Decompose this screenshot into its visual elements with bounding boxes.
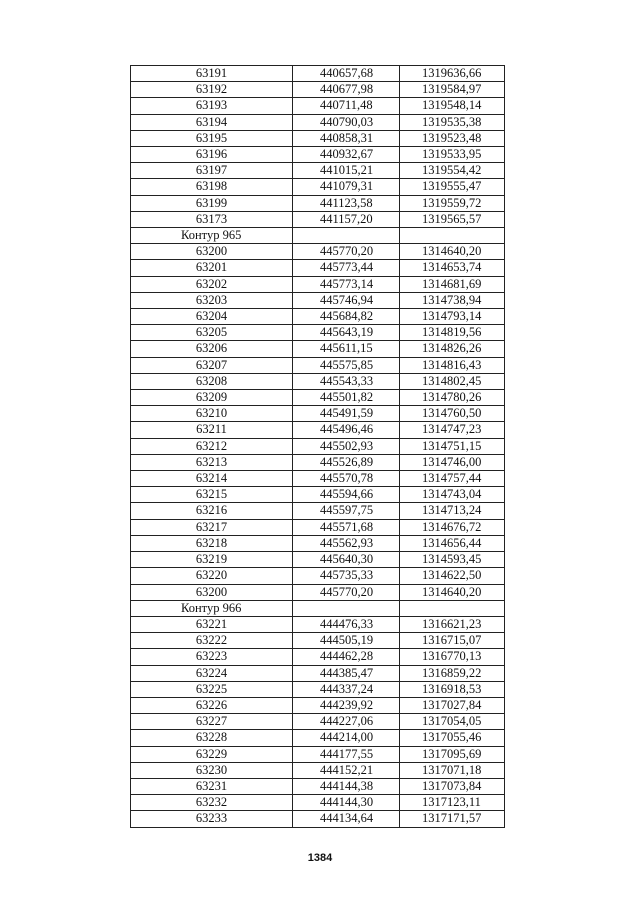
point-number-cell: 63232 <box>131 795 293 811</box>
y-coordinate-cell: 1317054,05 <box>400 714 505 730</box>
y-coordinate-cell: 1314738,94 <box>400 292 505 308</box>
x-coordinate-cell: 444239,92 <box>293 697 400 713</box>
point-number-cell: 63194 <box>131 114 293 130</box>
table-row <box>131 341 505 357</box>
x-coordinate-cell: 445502,93 <box>293 438 400 454</box>
point-number-cell: 63233 <box>131 811 293 827</box>
x-coordinate-cell: 445526,89 <box>293 454 400 470</box>
x-coordinate-cell: 445770,20 <box>293 584 400 600</box>
point-number-cell: 63206 <box>131 341 293 357</box>
table-row <box>131 584 505 600</box>
table-row <box>131 665 505 681</box>
y-coordinate-cell: 1317071,18 <box>400 762 505 778</box>
x-coordinate-cell: 440858,31 <box>293 130 400 146</box>
table-row <box>131 730 505 746</box>
x-coordinate-cell: 444337,24 <box>293 681 400 697</box>
table-row <box>131 82 505 98</box>
point-number-cell: 63226 <box>131 697 293 713</box>
point-number-cell: 63224 <box>131 665 293 681</box>
x-coordinate-cell: 444177,55 <box>293 746 400 762</box>
x-coordinate-cell: 440932,67 <box>293 147 400 163</box>
table-row <box>131 114 505 130</box>
y-coordinate-cell: 1317123,11 <box>400 795 505 811</box>
y-coordinate-cell: 1314780,26 <box>400 390 505 406</box>
table-row <box>131 260 505 276</box>
x-coordinate-cell: 445501,82 <box>293 390 400 406</box>
x-coordinate-cell: 444462,28 <box>293 649 400 665</box>
x-coordinate-cell: 444214,00 <box>293 730 400 746</box>
x-coordinate-cell: 441079,31 <box>293 179 400 195</box>
x-coordinate-cell: 445640,30 <box>293 552 400 568</box>
x-coordinate-cell: 441157,20 <box>293 211 400 227</box>
x-coordinate-cell: 445746,94 <box>293 292 400 308</box>
point-number-cell: 63212 <box>131 438 293 454</box>
y-coordinate-cell: 1317095,69 <box>400 746 505 762</box>
empty-cell <box>400 600 505 616</box>
point-number-cell: 63220 <box>131 568 293 584</box>
x-coordinate-cell: 445773,44 <box>293 260 400 276</box>
y-coordinate-cell: 1314743,04 <box>400 487 505 503</box>
y-coordinate-cell: 1314819,56 <box>400 325 505 341</box>
y-coordinate-cell: 1319584,97 <box>400 82 505 98</box>
contour-header-row <box>131 228 505 244</box>
y-coordinate-cell: 1319559,72 <box>400 195 505 211</box>
table-row <box>131 811 505 827</box>
table-row <box>131 66 505 82</box>
point-number-cell: 63213 <box>131 454 293 470</box>
x-coordinate-cell: 445643,19 <box>293 325 400 341</box>
table-row <box>131 163 505 179</box>
y-coordinate-cell: 1319554,42 <box>400 163 505 179</box>
point-number-cell: 63216 <box>131 503 293 519</box>
point-number-cell: 63202 <box>131 276 293 292</box>
x-coordinate-cell: 445575,85 <box>293 357 400 373</box>
y-coordinate-cell: 1317055,46 <box>400 730 505 746</box>
table-row <box>131 697 505 713</box>
y-coordinate-cell: 1319636,66 <box>400 66 505 82</box>
point-number-cell: 63229 <box>131 746 293 762</box>
table-row <box>131 471 505 487</box>
point-number-cell: 63214 <box>131 471 293 487</box>
y-coordinate-cell: 1319535,38 <box>400 114 505 130</box>
x-coordinate-cell: 445594,66 <box>293 487 400 503</box>
y-coordinate-cell: 1314802,45 <box>400 373 505 389</box>
coordinates-table <box>130 65 505 828</box>
y-coordinate-cell: 1314751,15 <box>400 438 505 454</box>
point-number-cell: 63209 <box>131 390 293 406</box>
y-coordinate-cell: 1314760,50 <box>400 406 505 422</box>
point-number-cell: 63204 <box>131 309 293 325</box>
x-coordinate-cell: 445562,93 <box>293 535 400 551</box>
x-coordinate-cell: 440657,68 <box>293 66 400 82</box>
table-row <box>131 503 505 519</box>
y-coordinate-cell: 1314653,74 <box>400 260 505 276</box>
x-coordinate-cell: 445570,78 <box>293 471 400 487</box>
x-coordinate-cell: 440790,03 <box>293 114 400 130</box>
table-row <box>131 179 505 195</box>
table-row <box>131 454 505 470</box>
empty-cell <box>400 228 505 244</box>
y-coordinate-cell: 1314757,44 <box>400 471 505 487</box>
table-row <box>131 244 505 260</box>
table-row <box>131 147 505 163</box>
empty-cell <box>293 228 400 244</box>
x-coordinate-cell: 445735,33 <box>293 568 400 584</box>
point-number-cell: 63192 <box>131 82 293 98</box>
table-row <box>131 795 505 811</box>
point-number-cell: 63205 <box>131 325 293 341</box>
y-coordinate-cell: 1314826,26 <box>400 341 505 357</box>
y-coordinate-cell: 1314640,20 <box>400 244 505 260</box>
table-row <box>131 130 505 146</box>
point-number-cell: 63203 <box>131 292 293 308</box>
point-number-cell: 63223 <box>131 649 293 665</box>
y-coordinate-cell: 1316715,07 <box>400 633 505 649</box>
y-coordinate-cell: 1314681,69 <box>400 276 505 292</box>
x-coordinate-cell: 440677,98 <box>293 82 400 98</box>
x-coordinate-cell: 441123,58 <box>293 195 400 211</box>
page-number: 1384 <box>307 852 333 864</box>
table-row <box>131 195 505 211</box>
y-coordinate-cell: 1319555,47 <box>400 179 505 195</box>
table-row <box>131 325 505 341</box>
point-number-cell: 63173 <box>131 211 293 227</box>
table-row <box>131 714 505 730</box>
table-row <box>131 746 505 762</box>
y-coordinate-cell: 1314593,45 <box>400 552 505 568</box>
point-number-cell: 63217 <box>131 519 293 535</box>
y-coordinate-cell: 1314656,44 <box>400 535 505 551</box>
x-coordinate-cell: 441015,21 <box>293 163 400 179</box>
y-coordinate-cell: 1319565,57 <box>400 211 505 227</box>
x-coordinate-cell: 445611,15 <box>293 341 400 357</box>
point-number-cell: 63227 <box>131 714 293 730</box>
y-coordinate-cell: 1317027,84 <box>400 697 505 713</box>
y-coordinate-cell: 1314816,43 <box>400 357 505 373</box>
x-coordinate-cell: 444505,19 <box>293 633 400 649</box>
point-number-cell: 63219 <box>131 552 293 568</box>
table-row <box>131 778 505 794</box>
y-coordinate-cell: 1314622,50 <box>400 568 505 584</box>
y-coordinate-cell: 1314793,14 <box>400 309 505 325</box>
table-row <box>131 552 505 568</box>
point-number-cell: 63197 <box>131 163 293 179</box>
point-number-cell: 63200 <box>131 244 293 260</box>
coordinates-table-body <box>131 66 505 828</box>
table-row <box>131 211 505 227</box>
empty-cell <box>293 600 400 616</box>
point-number-cell: 63196 <box>131 147 293 163</box>
y-coordinate-cell: 1317171,57 <box>400 811 505 827</box>
x-coordinate-cell: 445684,82 <box>293 309 400 325</box>
x-coordinate-cell: 444476,33 <box>293 616 400 632</box>
y-coordinate-cell: 1316918,53 <box>400 681 505 697</box>
point-number-cell: 63221 <box>131 616 293 632</box>
contour-header-row <box>131 600 505 616</box>
x-coordinate-cell: 440711,48 <box>293 98 400 114</box>
table-row <box>131 309 505 325</box>
y-coordinate-cell: 1314746,00 <box>400 454 505 470</box>
point-number-cell: 63218 <box>131 535 293 551</box>
table-row <box>131 487 505 503</box>
x-coordinate-cell: 444144,38 <box>293 778 400 794</box>
point-number-cell: 63230 <box>131 762 293 778</box>
x-coordinate-cell: 444152,21 <box>293 762 400 778</box>
point-number-cell: 63193 <box>131 98 293 114</box>
x-coordinate-cell: 445543,33 <box>293 373 400 389</box>
table-row <box>131 292 505 308</box>
x-coordinate-cell: 444134,64 <box>293 811 400 827</box>
point-number-cell: 63211 <box>131 422 293 438</box>
point-number-cell: 63208 <box>131 373 293 389</box>
x-coordinate-cell: 445770,20 <box>293 244 400 260</box>
contour-label: Контур 965 <box>131 228 293 244</box>
point-number-cell: 63199 <box>131 195 293 211</box>
point-number-cell: 63225 <box>131 681 293 697</box>
y-coordinate-cell: 1319533,95 <box>400 147 505 163</box>
contour-label: Контур 966 <box>131 600 293 616</box>
y-coordinate-cell: 1314747,23 <box>400 422 505 438</box>
table-row <box>131 390 505 406</box>
point-number-cell: 63200 <box>131 584 293 600</box>
table-row <box>131 762 505 778</box>
y-coordinate-cell: 1316621,23 <box>400 616 505 632</box>
table-row <box>131 681 505 697</box>
x-coordinate-cell: 445496,46 <box>293 422 400 438</box>
table-row <box>131 406 505 422</box>
table-row <box>131 98 505 114</box>
x-coordinate-cell: 444227,06 <box>293 714 400 730</box>
point-number-cell: 63228 <box>131 730 293 746</box>
y-coordinate-cell: 1314676,72 <box>400 519 505 535</box>
table-row <box>131 357 505 373</box>
point-number-cell: 63195 <box>131 130 293 146</box>
table-row <box>131 535 505 551</box>
table-row <box>131 373 505 389</box>
point-number-cell: 63231 <box>131 778 293 794</box>
y-coordinate-cell: 1314640,20 <box>400 584 505 600</box>
y-coordinate-cell: 1314713,24 <box>400 503 505 519</box>
table-row <box>131 276 505 292</box>
x-coordinate-cell: 444144,30 <box>293 795 400 811</box>
table-row <box>131 422 505 438</box>
x-coordinate-cell: 445773,14 <box>293 276 400 292</box>
point-number-cell: 63191 <box>131 66 293 82</box>
point-number-cell: 63215 <box>131 487 293 503</box>
y-coordinate-cell: 1316770,13 <box>400 649 505 665</box>
y-coordinate-cell: 1319523,48 <box>400 130 505 146</box>
table-row <box>131 633 505 649</box>
x-coordinate-cell: 444385,47 <box>293 665 400 681</box>
point-number-cell: 63207 <box>131 357 293 373</box>
table-row <box>131 568 505 584</box>
table-row <box>131 438 505 454</box>
table-row <box>131 519 505 535</box>
table-row <box>131 616 505 632</box>
y-coordinate-cell: 1317073,84 <box>400 778 505 794</box>
table-row <box>131 649 505 665</box>
x-coordinate-cell: 445491,59 <box>293 406 400 422</box>
point-number-cell: 63201 <box>131 260 293 276</box>
point-number-cell: 63210 <box>131 406 293 422</box>
y-coordinate-cell: 1316859,22 <box>400 665 505 681</box>
point-number-cell: 63198 <box>131 179 293 195</box>
y-coordinate-cell: 1319548,14 <box>400 98 505 114</box>
point-number-cell: 63222 <box>131 633 293 649</box>
x-coordinate-cell: 445571,68 <box>293 519 400 535</box>
x-coordinate-cell: 445597,75 <box>293 503 400 519</box>
